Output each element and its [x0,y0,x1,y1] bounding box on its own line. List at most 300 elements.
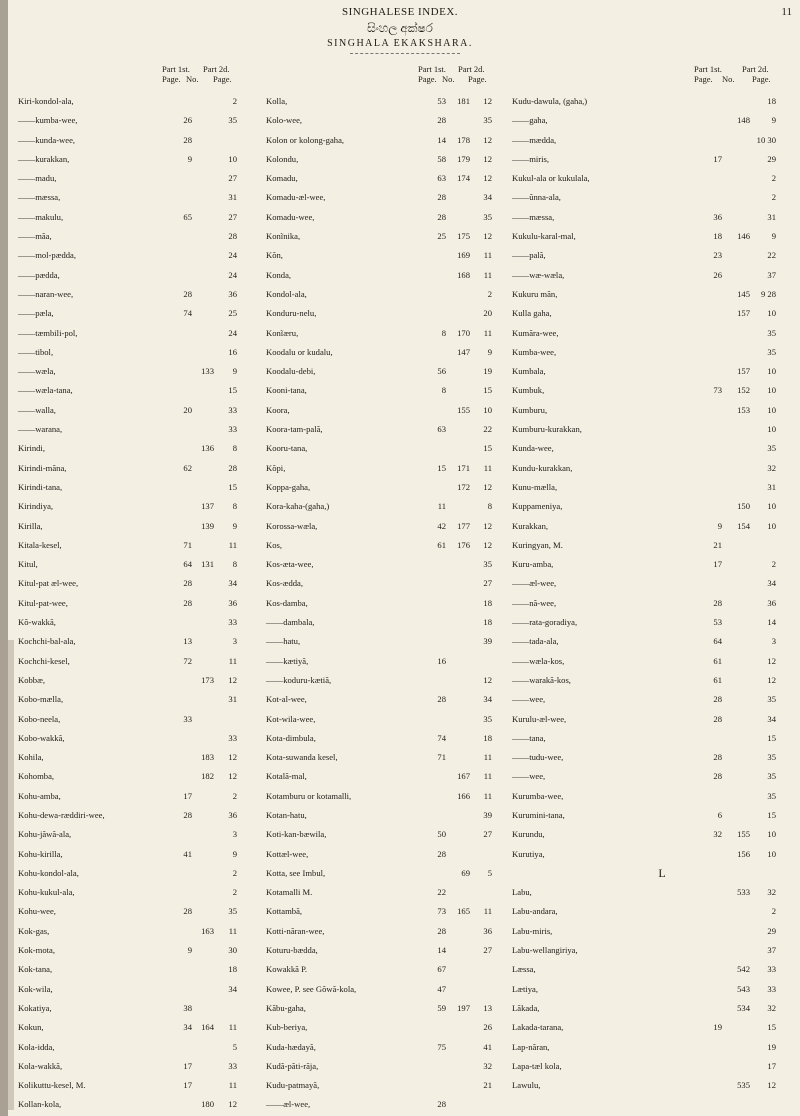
part2-page: 33 [767,983,776,994]
index-entry [512,131,792,150]
index-entry [18,150,264,169]
part1-page: 20 [183,404,192,415]
index-entry [18,497,264,516]
part2-page: 27 [483,578,492,589]
part2-page: 11 [483,327,492,338]
part2-page: 34 [767,713,776,724]
entry-name: ——tudu-wee, [512,752,564,763]
part2-page: 35 [767,694,776,705]
index-entry [18,632,264,651]
index-entry [266,845,508,864]
part1-page: 28 [713,694,722,705]
entry-name: Kowee, P. see Gõwã-kola, [266,983,357,994]
part2-page: 41 [483,1041,492,1052]
part2-page: 8 [487,501,492,512]
part2-number: 534 [737,1002,750,1013]
part2-number: 542 [737,964,750,975]
entry-name: Kuru-amba, [512,559,554,570]
index-entry [18,324,264,343]
index-entry [18,266,264,285]
index-entry [512,1076,792,1095]
part2-page: 11 [228,925,237,936]
part2-number: 148 [737,115,750,126]
entry-name: Kiri-kondol-ala, [18,96,74,106]
part2-page: 27 [228,173,237,184]
entry-name: Kohu-amba, [18,790,61,801]
entry-name: Kohu-dewa-ræddiri-wee, [18,809,105,820]
part1-page: 74 [437,732,446,743]
part2-number: 69 [461,867,470,878]
part2-number: 179 [457,153,470,164]
part2-page: 12 [483,481,492,492]
part2-page: 25 [228,308,237,319]
entry-name: ——warakã-kos, [512,674,571,685]
index-entry [266,787,508,806]
index-entry [512,710,792,729]
entry-name: Kolla, [266,96,288,106]
entry-name: ——tibol, [18,346,54,357]
part2-page: 11 [483,462,492,473]
entry-name: Kok-mota, [18,945,55,956]
index-entry [266,671,508,690]
index-entry [512,208,792,227]
index-entry [512,1057,792,1076]
entry-name: Labu-andara, [512,906,558,917]
index-entry [266,304,508,323]
index-entry [18,594,264,613]
entry-name: ——dambala, [266,617,315,628]
entry-name: ——mol-pædda, [18,250,77,261]
index-entry [512,690,792,709]
index-entry [512,748,792,767]
part2-page: 34 [483,192,492,203]
part1-page: 64 [183,559,192,570]
entry-name: Komadu-wee, [266,211,315,222]
part2-page: 10 [767,385,776,396]
entry-name: Kunu-mælla, [512,481,558,492]
part1-page: 17 [183,1060,192,1071]
part2-page: 10 [767,501,776,512]
index-entry [512,536,792,555]
entry-name: Kos-damba, [266,597,308,608]
part2-page: 3 [771,636,776,647]
part2-page: 2 [771,173,776,184]
entry-name: Kot-al-wee, [266,694,307,705]
entry-name: ——wæla-kos, [512,655,565,666]
index-entry [18,864,264,883]
part2-page: 13 [483,1002,492,1013]
entry-name: ——kunda-wee, [18,134,76,145]
part2-page: 20 [483,308,492,319]
part2-number: 172 [457,481,470,492]
index-entry [18,574,264,593]
entry-name: ——wæla-tana, [18,385,73,396]
entry-name: Konda, [266,269,292,280]
index-entry [512,188,792,207]
index-entry [512,285,792,304]
index-entry [266,420,508,439]
index-entry [512,652,792,671]
entry-name: Kulla gaha, [512,308,552,319]
part2-page: 35 [767,771,776,782]
entry-name: Kos-æta-wee, [266,559,314,570]
index-entry [512,517,792,536]
part2-page: 11 [228,655,237,666]
part2-page: 8 [232,443,237,454]
part2-page: 11 [483,269,492,280]
entry-name: ——ũnna-ala, [512,192,561,203]
part2-number: 145 [737,288,750,299]
index-entry [18,1095,264,1114]
index-entry [18,285,264,304]
index-entry [266,555,508,574]
column-header-part2: Part 2d. [742,64,769,74]
part2-number: 147 [457,346,470,357]
part2-number: 197 [457,1002,470,1013]
entry-name: Kub-beriya, [266,1022,308,1033]
part2-page: 11 [483,771,492,782]
part2-page: 2 [771,906,776,917]
part2-number: 182 [201,771,214,782]
column-header-part2: Part 2d. [458,64,485,74]
part2-page: 3 [232,829,237,840]
index-entry [266,1038,508,1057]
part2-page: 27 [483,829,492,840]
part1-page: 75 [437,1041,446,1052]
part2-number: 166 [457,790,470,801]
entry-name: Kohu-kondol-ala, [18,867,79,878]
part2-page: 35 [483,713,492,724]
part2-number: 167 [457,771,470,782]
part2-page: 12 [228,674,237,685]
part1-page: 28 [437,848,446,859]
index-entry [512,980,792,999]
part2-number: 146 [737,231,750,242]
entry-name: Kohu-jãwã-ala, [18,829,72,840]
index-entry [266,381,508,400]
part2-page: 15 [767,1022,776,1033]
entry-name: Kobo-neela, [18,713,61,724]
entry-name: Kobo-wakkã, [18,732,65,743]
entry-name: Lætiya, [512,983,539,994]
part1-page: 62 [183,462,192,473]
part2-page: 21 [483,1080,492,1091]
index-entry [512,324,792,343]
index-entry [266,574,508,593]
entry-name: ——mædda, [512,134,557,145]
index-entry [18,401,264,420]
entry-name: Kitul, [18,559,38,570]
scan-edge [0,0,8,1116]
index-entry [18,883,264,902]
entry-name: ——makulu, [18,211,64,222]
entry-name: Kottæl-wee, [266,848,309,859]
index-entry [18,710,264,729]
part2-page: 10 [767,829,776,840]
index-entry [18,748,264,767]
part1-page: 36 [713,211,722,222]
column-header-part2-sub2: Page. [752,74,771,84]
index-entry [18,459,264,478]
part1-page: 19 [713,1022,722,1033]
part1-page: 16 [437,655,446,666]
entry-name: Kot-wila-wee, [266,713,316,724]
part2-page: 22 [767,250,776,261]
entry-name: ——nã-wee, [512,597,557,608]
part1-page: 17 [713,153,722,164]
entry-name: Kundu-kurakkan, [512,462,573,473]
entry-name: Kumbuk, [512,385,545,396]
entry-name: Konĩnika, [266,231,301,242]
part2-page: 27 [228,211,237,222]
part2-page: 9 [232,366,237,377]
index-entry [266,594,508,613]
entry-name: Kochchi-bal-ala, [18,636,76,647]
index-entry [512,266,792,285]
index-entry [266,1057,508,1076]
part2-page: 33 [228,1060,237,1071]
entry-name: Komadu-æl-wee, [266,192,326,203]
part2-page: 37 [767,945,776,956]
part2-page: 11 [228,539,237,550]
index-entry [266,864,508,883]
index-entry [266,188,508,207]
part2-page: 37 [767,269,776,280]
index-entry [18,381,264,400]
entry-name: Labu, [512,887,532,898]
index-entry [266,285,508,304]
part1-page: 11 [437,501,446,512]
index-entry [266,883,508,902]
part2-page: 33 [228,424,237,435]
part2-page: 2 [771,192,776,203]
index-entry [266,150,508,169]
index-entry [512,362,792,381]
entry-name: ——wæ-wæla, [512,269,565,280]
index-entry [266,478,508,497]
index-entry [18,787,264,806]
part2-page: 33 [767,964,776,975]
section-letter-heading: L [658,865,666,880]
index-entry [266,1095,508,1114]
entry-name: Kora-kaha-(gaha,) [266,501,330,512]
part2-page: 10 [767,308,776,319]
entry-name: Kotta, see Imbul, [266,867,326,878]
part2-page: 12 [483,231,492,242]
index-entry [266,111,508,130]
part2-page: 36 [767,597,776,608]
index-entry [18,227,264,246]
part2-page: 24 [228,269,237,280]
part1-page: 61 [437,539,446,550]
part2-page: 15 [228,481,237,492]
index-entry [266,92,508,111]
part1-page: 17 [713,559,722,570]
part2-number: 178 [457,134,470,145]
entry-name: Kok-gas, [18,925,50,936]
part2-number: 155 [737,829,750,840]
column-header-part2-sub1: No. [722,74,735,84]
index-entry [266,960,508,979]
index-entry [266,362,508,381]
part2-page: 11 [483,250,492,261]
part2-page: 2 [232,867,237,878]
entry-name: Kotti-nãran-wee, [266,925,325,936]
part2-page: 2 [232,887,237,898]
index-entry [512,401,792,420]
entry-name: Kowakkã P. [266,964,308,975]
index-entry [18,439,264,458]
part2-page: 15 [483,443,492,454]
entry-name: Korossa-wæla, [266,520,318,531]
index-entry [512,1018,792,1037]
entry-name: Kudu-dawula, (gaha,) [512,96,588,106]
entry-name: Kurumba-wee, [512,790,564,801]
part1-page: 28 [183,809,192,820]
part2-page: 32 [483,1060,492,1071]
entry-name: Kirindi-tana, [18,481,63,492]
part2-page: 10 [767,520,776,531]
entry-name: Kotamalli M. [266,887,313,898]
column-header-part2: Part 2d. [203,64,230,74]
entry-name: Kukuru mãn, [512,288,558,299]
entry-name: Kotalã-mal, [266,771,307,782]
index-entry [266,922,508,941]
part2-page: 36 [228,597,237,608]
part2-number: 139 [201,520,214,531]
column-header-part1: Part 1st. [418,64,446,74]
index-entry [266,980,508,999]
part2-number: 150 [737,501,750,512]
index-entry [512,169,792,188]
index-entry [266,536,508,555]
entry-name: Kudã-pãti-rãja, [266,1060,319,1071]
part1-page: 28 [183,288,192,299]
index-entry [266,401,508,420]
column-header [18,64,264,92]
entry-name: ——æl-wee, [512,578,557,589]
entry-name: Kumburu, [512,404,548,415]
entry-name: Kolikuttu-kesel, M. [18,1080,86,1091]
index-entry [18,922,264,941]
column-header [266,64,508,92]
part2-page: 14 [767,617,776,628]
part2-number: 164 [201,1022,214,1033]
index-entry [18,845,264,864]
index-entry [512,845,792,864]
index-entry [266,825,508,844]
part2-number: 171 [457,462,470,473]
entry-name: Kõpi, [266,462,286,473]
index-entry [266,517,508,536]
index-entry [266,1018,508,1037]
entry-name: Kukul-ala or kukulala, [512,173,590,184]
index-entry [266,710,508,729]
part2-page: 35 [228,115,237,126]
index-entry [512,806,792,825]
part1-page: 33 [183,713,192,724]
entry-name: Koppa-gaha, [266,481,311,492]
index-entry [266,748,508,767]
index-entry [512,671,792,690]
part2-page: 10 [767,848,776,859]
part1-page: 65 [183,211,192,222]
entry-name: Kolondu, [266,153,299,164]
index-entry [18,169,264,188]
part1-page: 74 [183,308,192,319]
index-entry [266,343,508,362]
part1-page: 58 [437,153,446,164]
part1-page: 32 [713,829,722,840]
part2-page: 32 [767,887,776,898]
part2-page: 12 [767,674,776,685]
index-entry [18,111,264,130]
part2-number: 175 [457,231,470,242]
part2-page: 18 [483,732,492,743]
part1-page: 8 [441,327,446,338]
entry-name: Labu-miris, [512,925,553,936]
part2-number: 133 [201,366,214,377]
entry-name: ——madu, [18,173,57,184]
index-entry [266,806,508,825]
entry-name: Kola-idda, [18,1041,55,1052]
part2-page: 34 [228,578,237,589]
part2-page: 35 [483,115,492,126]
entry-name: Kos-ædda, [266,578,303,589]
index-entry [18,767,264,786]
entry-name: ——naran-wee, [18,288,74,299]
index-entry [512,343,792,362]
part2-number: 168 [457,269,470,280]
entry-name: Kochchi-kesel, [18,655,70,666]
index-entry [512,439,792,458]
index-entry [266,439,508,458]
part2-page: 18 [483,597,492,608]
part2-number: 157 [737,366,750,377]
entry-name: ——warana, [18,424,63,435]
entry-name: ——koduru-kætiã, [266,674,332,685]
binding-strip [8,640,14,1110]
part2-page: 12 [483,173,492,184]
part2-page: 35 [767,790,776,801]
part1-page: 71 [183,539,192,550]
part2-number: 543 [737,983,750,994]
index-entry [266,690,508,709]
column-header-part2-sub1: No. [442,74,455,84]
part1-page: 42 [437,520,446,531]
part1-page: 28 [437,192,446,203]
entry-name: Kooni-tana, [266,385,307,396]
part2-page: 34 [483,694,492,705]
part2-page: 8 [232,501,237,512]
part2-page: 29 [767,153,776,164]
part2-page: 34 [767,578,776,589]
part2-page: 39 [483,636,492,647]
entry-name: ——æl-wee, [266,1099,311,1110]
entry-name: Læssa, [512,964,536,975]
part1-page: 15 [437,462,446,473]
index-entry [266,246,508,265]
index-entry [18,690,264,709]
part2-page: 29 [767,925,776,936]
entry-name: ——tæmbili-pol, [18,327,78,338]
part2-page: 9 [232,520,237,531]
part2-page: 36 [483,925,492,936]
index-entry [18,208,264,227]
index-entry [18,188,264,207]
part1-page: 22 [437,887,446,898]
column-header-part1: Part 1st. [694,64,722,74]
